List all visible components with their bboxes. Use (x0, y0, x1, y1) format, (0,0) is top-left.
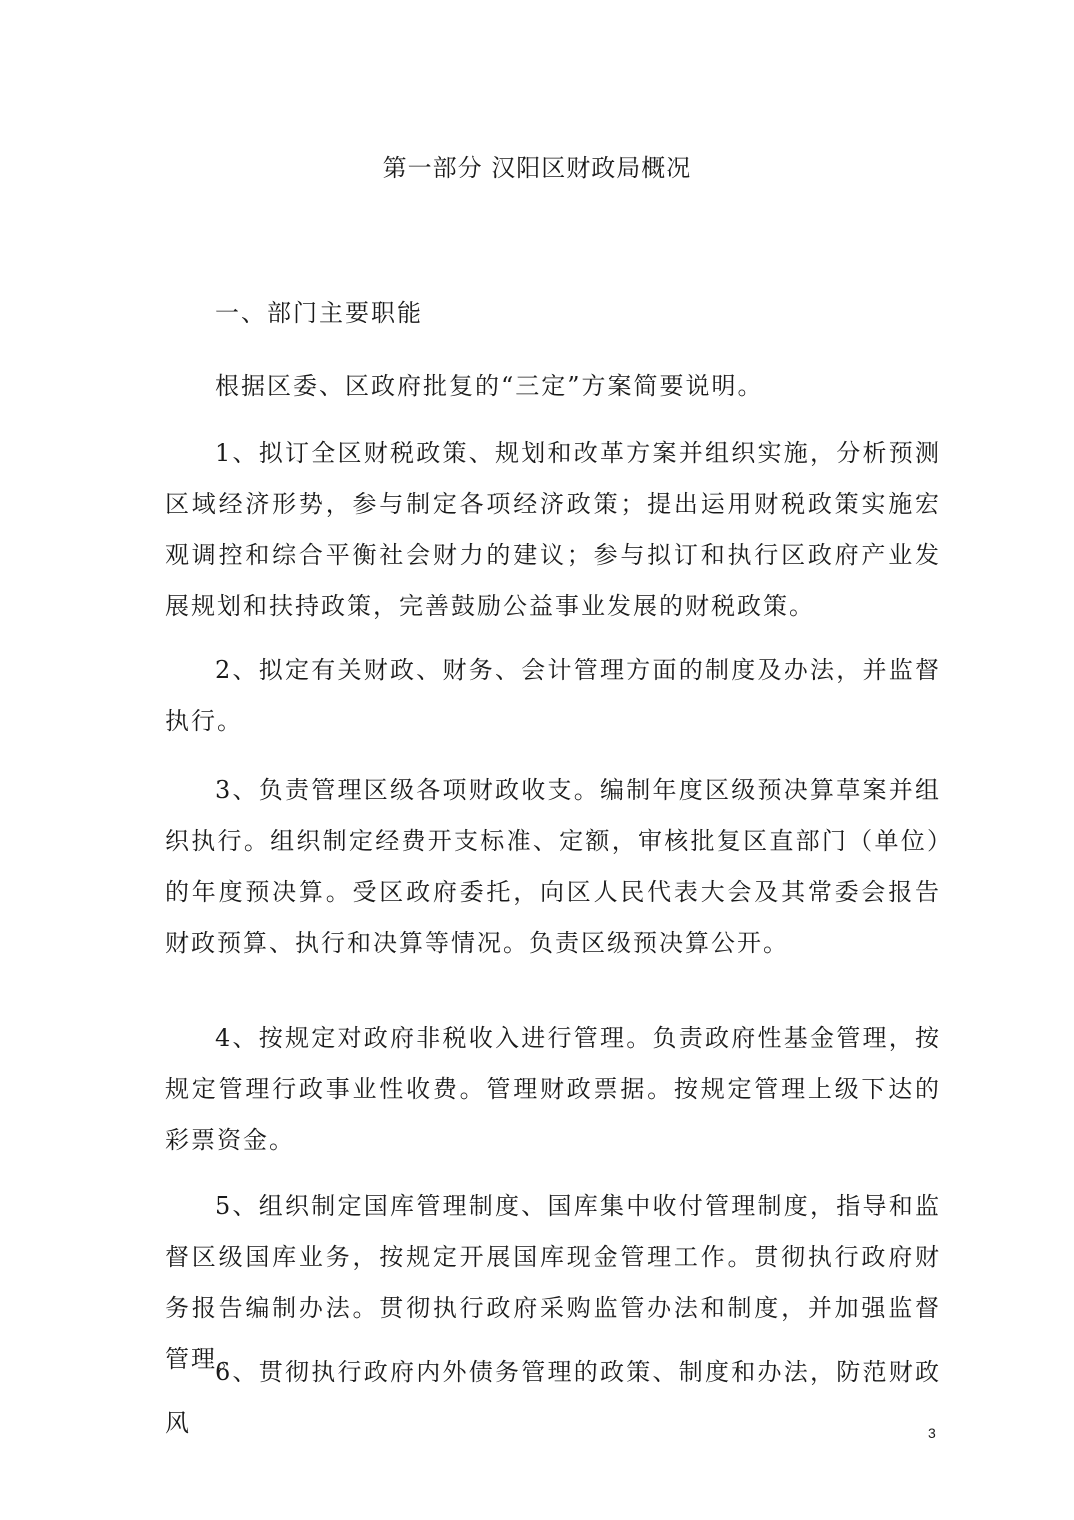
paragraph-3: 3、负责管理区级各项财政收支。编制年度区级预决算草案并组织执行。组织制定经费开支标准、定额，审核批复区直部门（单位）的年度预决算。受区政府委托，向区人民代表大会及其常委会报告财政预算、执行和决算等情况。负责区级预决算公开。 (165, 776, 941, 957)
page-title: 第一部分 汉阳区财政局概况 (382, 154, 692, 182)
paragraph-6: 6、贯彻执行政府内外债务管理的政策、制度和办法，防范财政风 (165, 1358, 941, 1437)
intro-paragraph: 根据区委、区政府批复的“三定”方案简要说明。 (215, 372, 764, 400)
page-number: 3 (928, 1425, 936, 1441)
paragraph-4: 4、按规定对政府非税收入进行管理。负责政府性基金管理，按规定管理行政事业性收费。管理财政票据。按规定管理上级下达的彩票资金。 (165, 1024, 941, 1154)
paragraph-1: 1、拟订全区财税政策、规划和改革方案并组织实施，分析预测区域经济形势，参与制定各项经济政策；提出运用财税政策实施宏观调控和综合平衡社会财力的建议；参与拟订和执行区政府产业发展规划和扶持政策，完善鼓励公益事业发展的财税政策。 (165, 439, 941, 620)
paragraph-2: 2、拟定有关财政、财务、会计管理方面的制度及办法，并监督执行。 (165, 656, 941, 735)
paragraph-5: 5、组织制定国库管理制度、国库集中收付管理制度，指导和监督区级国库业务，按规定开展国库现金管理工作。贯彻执行政府财务报告编制办法。贯彻执行政府采购监管办法和制度，并加强监督管理。 (165, 1192, 941, 1373)
section-heading: 一、部门主要职能 (215, 299, 423, 327)
